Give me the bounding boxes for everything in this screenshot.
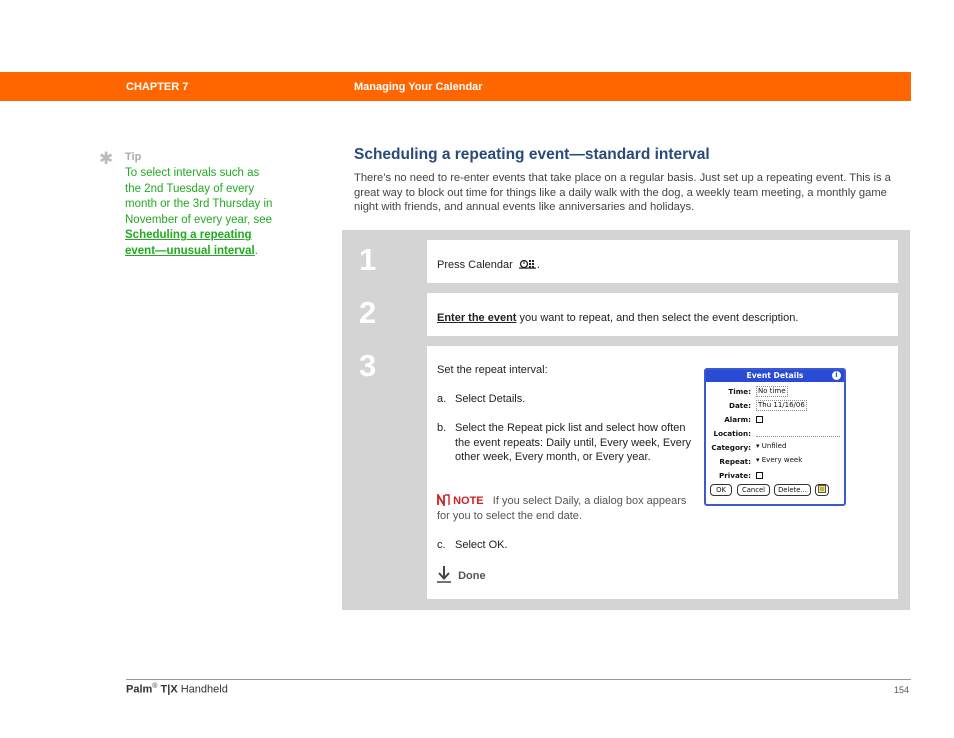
step-2-number: 2 [359, 295, 377, 330]
note-label: NOTE [453, 495, 484, 507]
repeat-label: Repeat: [719, 457, 751, 466]
step-1-number: 1 [359, 242, 377, 277]
ok-button[interactable]: OK [710, 484, 732, 496]
info-icon[interactable]: i [832, 371, 841, 380]
step-1-end: . [536, 259, 540, 271]
tip-text [125, 166, 275, 260]
step-2-body: you want to repeat, and then select the event description. [516, 312, 799, 324]
done-arrow-icon [437, 566, 451, 583]
alarm-label: Alarm: [724, 415, 751, 424]
category-arrow-icon: ▾ [756, 442, 760, 450]
footer-reg: ® [152, 683, 158, 690]
chapter-header-bar [0, 72, 911, 101]
steps-panel [342, 230, 910, 610]
repeat-arrow-icon: ▾ [756, 456, 760, 464]
repeat-value: Every week [761, 456, 803, 464]
category-label: Category: [711, 443, 751, 452]
note-button[interactable] [815, 484, 829, 496]
step-3-intro: Set the repeat interval: [437, 364, 548, 376]
item-b-letter: b. [437, 422, 447, 434]
chapter-title: Managing Your Calendar [354, 81, 483, 93]
repeat-picklist[interactable] [756, 456, 802, 464]
category-picklist[interactable] [756, 442, 786, 450]
time-label: Time: [728, 387, 751, 396]
item-a-letter: a. [437, 393, 447, 405]
section-intro: There’s no need to re-enter events that take place on a regular basis. Just set up a repeating event. This is a great way to block out time for things like a daily walk with the dog, a weekly team meeting, a monthly game night with friends, and annual events like anniversaries and holidays. [354, 172, 891, 214]
tip-asterisk-icon: ✱ [99, 149, 114, 168]
done-marker [437, 566, 486, 583]
step-2-text [437, 311, 798, 326]
section-title: Scheduling a repeating event—standard interval [354, 146, 710, 163]
alarm-checkbox[interactable] [756, 416, 763, 423]
private-checkbox[interactable] [756, 472, 763, 479]
footer-model: T|X [160, 683, 178, 696]
item-c-text: Select OK. [455, 539, 508, 551]
note-pad-icon [818, 485, 826, 493]
note-body: If you select Daily, a dialog box appears for you to select the end date. [437, 495, 687, 522]
cancel-button[interactable]: Cancel [737, 484, 770, 496]
footer-suffix: Handheld [180, 683, 228, 696]
footer-product [126, 683, 228, 696]
enter-the-event-link[interactable]: Enter the event [437, 312, 517, 324]
note-icon [437, 494, 450, 506]
page-number: 154 [894, 685, 910, 695]
date-label: Date: [728, 401, 751, 410]
dialog-title: Event Details [746, 371, 804, 380]
dialog-title-bar [706, 370, 844, 382]
footer-brand: Palm [126, 683, 153, 696]
note [437, 494, 687, 524]
date-selector[interactable]: Thu 11/16/06 [758, 401, 805, 409]
chapter-number: CHAPTER 7 [126, 81, 189, 93]
event-details-dialog [704, 368, 846, 506]
tip-end: . [254, 244, 258, 257]
location-field[interactable] [756, 436, 840, 437]
step-1-label: Press Calendar [437, 259, 513, 271]
time-selector[interactable]: No time [758, 387, 786, 395]
tip-body: To select intervals such as the 2nd Tuesday of every month or the 3rd Thursday in November of every year, see [125, 167, 273, 226]
step-1-box [427, 240, 898, 283]
step-3-number: 3 [359, 348, 377, 383]
footer-rule [126, 679, 911, 680]
step-3-box [427, 346, 898, 599]
item-b-text: Select the Repeat pick list and select how often the event repeats: Daily until, Every week, Every other week, Every month, or Every year. [455, 422, 691, 463]
calendar-button-icon [519, 258, 537, 269]
step-2-box [427, 293, 898, 336]
done-label: Done [458, 570, 486, 582]
tip-cross-reference-link[interactable]: Scheduling a repeating event—unusual interval [125, 229, 255, 257]
category-value: Unfiled [761, 442, 787, 450]
location-label: Location: [713, 429, 751, 438]
item-c-letter: c. [437, 539, 446, 551]
step-1-text [437, 258, 540, 273]
delete-button[interactable]: Delete... [774, 484, 811, 496]
tip-label: Tip [125, 151, 142, 163]
private-label: Private: [719, 471, 751, 480]
item-a-text: Select Details. [455, 393, 526, 405]
